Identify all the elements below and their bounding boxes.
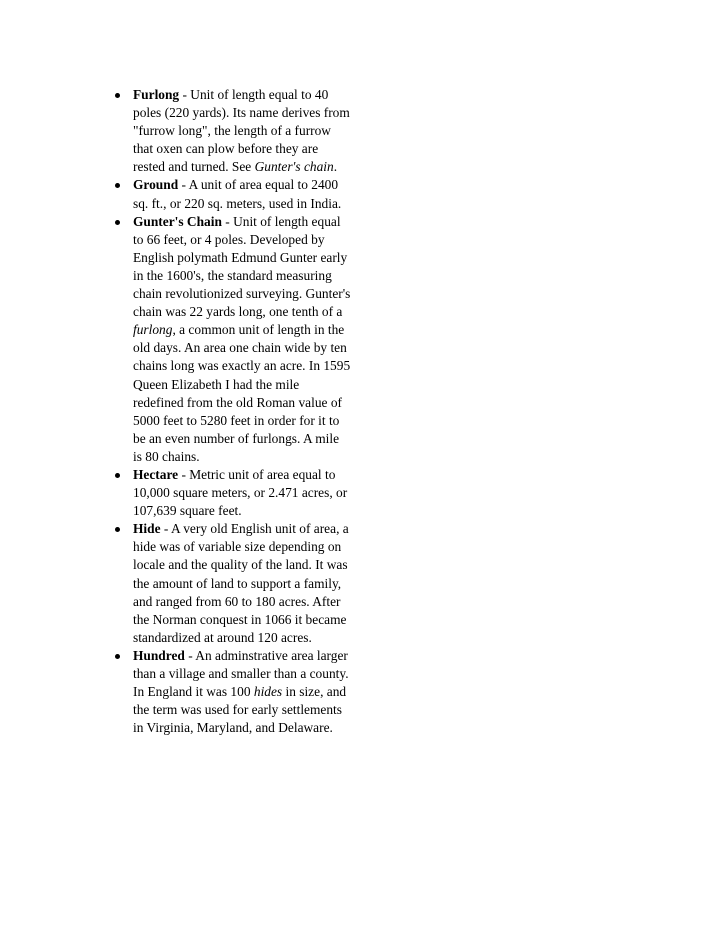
- entry-definition: .: [333, 159, 338, 175]
- entry-separator: -: [160, 521, 171, 537]
- entry-definition: in size, and the term was used for early settlements in Virginia, Maryland, and Delaware.: [133, 684, 347, 736]
- bullet-icon: [115, 220, 120, 225]
- bullet-icon: [115, 473, 120, 478]
- glossary-entry-hundred: [133, 647, 351, 737]
- entry-definition: A very old English unit of area, a hide was of variable size depending on locale and the quality of the land. It was the amount of land to support a family, and ranged from 60 to 180 acres. After the Norman conquest in 1066 it became standardized at around 120 acres.: [133, 521, 349, 645]
- cross-reference: Gunter's chain: [254, 159, 334, 175]
- entry-term: Hide: [133, 521, 161, 537]
- entry-term: Furlong: [133, 87, 180, 102]
- bullet-icon: [115, 654, 120, 659]
- glossary-entry-hectare: [133, 466, 351, 520]
- entry-separator: -: [178, 177, 189, 193]
- glossary-entry-ground: [133, 176, 351, 212]
- entry-definition: Metric unit of area equal to 10,000 square meters, or 2.471 acres, or 107,639 square feet.: [133, 466, 348, 519]
- glossary-entry-hide: [133, 520, 351, 647]
- entry-definition: Unit of length equal to 66 feet, or 4 poles. Developed by English polymath Edmund Gunter early in the 1600's, the standard measuring chain revolutionized surveying. Gunter's chain was 22 yards long, one tenth of a: [133, 213, 351, 320]
- bullet-icon: [115, 183, 120, 188]
- entry-definition: , a common unit of length in the old days. An area one chain wide by ten chains long was exactly an acre. In 1595 Queen Elizabeth I had the mile redefined from the old Roman value of 5000 feet to 5280 feet in order for it to be an even number of furlongs. A mile is 80 chains.: [133, 322, 351, 464]
- cross-reference: furlong: [133, 322, 173, 338]
- bullet-icon: [115, 93, 120, 98]
- entry-term: Hundred: [133, 647, 185, 663]
- entry-term: Gunter's Chain: [133, 213, 222, 229]
- glossary-entry-furlong: [133, 86, 351, 176]
- bullet-icon: [115, 527, 120, 532]
- entry-term: Ground: [133, 177, 179, 193]
- glossary-list: [133, 86, 351, 737]
- cross-reference: hides: [253, 684, 283, 700]
- entry-definition: Unit of length equal to 40 poles (220 yards). Its name derives from "furrow long", the length of a furrow that oxen can plow before they are rested and turned. See: [133, 87, 350, 175]
- entry-separator: -: [179, 87, 191, 102]
- entry-separator: -: [221, 213, 234, 229]
- entry-term: Hectare: [133, 466, 179, 482]
- entry-definition: A unit of area equal to 2400 sq. ft., or 220 sq. meters, used in India.: [133, 177, 342, 211]
- entry-separator: -: [178, 466, 190, 482]
- entry-separator: -: [184, 647, 196, 663]
- entry-definition: An adminstrative area larger than a village and smaller than a county. In England it was 100: [133, 647, 349, 700]
- glossary-entry-gunters-chain: [133, 213, 351, 466]
